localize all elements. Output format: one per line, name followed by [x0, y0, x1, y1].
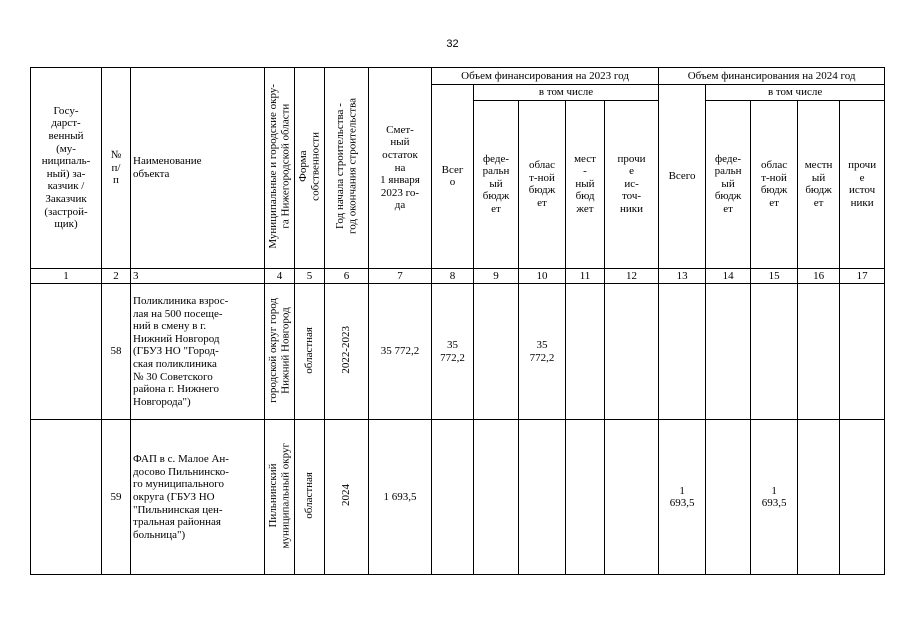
row-total-2023: 35 772,2 [432, 284, 474, 420]
header-object-name: Наименование объекта [131, 68, 265, 269]
column-number: 14 [706, 268, 751, 284]
row-federal-2024 [706, 420, 751, 575]
header-local-2024: местн ый бюдж ет [798, 100, 840, 268]
header-other-2024: прочи е источ ники [840, 100, 885, 268]
column-number: 4 [265, 268, 295, 284]
column-number: 1 [31, 268, 102, 284]
row-balance: 35 772,2 [369, 284, 432, 420]
header-regional-2023: облас т-ной бюдж ет [519, 100, 566, 268]
row-local-2024 [798, 284, 840, 420]
row-ownership [295, 284, 325, 420]
column-number: 13 [659, 268, 706, 284]
row-years-text: 2024 [340, 484, 353, 507]
row-regional-2024: 1 693,5 [751, 420, 798, 575]
table-row [31, 420, 885, 575]
row-federal-2023 [474, 420, 519, 575]
row-number: 59 [102, 420, 131, 575]
row-years [325, 420, 369, 575]
row-balance: 1 693,5 [369, 420, 432, 575]
row-customer [31, 420, 102, 575]
row-local-2024 [798, 420, 840, 575]
row-object-name: Поликлиника взрос- лая на 500 посеще- ний в смену в г. Нижний Новгород (ГБУЗ НО "Город- ская поликлиника № 30 Советского района г. Нижнего Новгорода") [131, 284, 265, 420]
row-other-2023 [605, 284, 659, 420]
column-number: 15 [751, 268, 798, 284]
column-number: 11 [566, 268, 605, 284]
column-number: 2 [102, 268, 131, 284]
row-municipality-text: Пильнинский муниципальный округ [267, 442, 292, 549]
header-fin-2024: Объем финансирования на 2024 год [659, 68, 885, 85]
row-years [325, 284, 369, 420]
row-local-2023 [566, 284, 605, 420]
row-municipality [265, 420, 295, 575]
header-years-text: Год начала строительства - год окончания строительства [334, 98, 359, 234]
header-municipality [265, 68, 295, 269]
header-federal-2024: феде- ральн ый бюдж ет [706, 100, 751, 268]
header-number: № п/ п [102, 68, 131, 269]
row-total-2023 [432, 420, 474, 575]
row-ownership [295, 420, 325, 575]
column-number-row [31, 268, 885, 284]
construction-financing-table [30, 67, 885, 575]
column-number: 3 [131, 268, 265, 284]
header-incl-2024: в том числе [706, 85, 885, 101]
row-other-2024 [840, 420, 885, 575]
row-federal-2024 [706, 284, 751, 420]
header-customer: Госу- дарст- венный (му- ниципаль- ный) за- казчик / Заказчик (застрой- щик) [31, 68, 102, 269]
row-other-2023 [605, 420, 659, 575]
header-total-2023: Всег о [432, 85, 474, 269]
row-number: 58 [102, 284, 131, 420]
column-number: 16 [798, 268, 840, 284]
header-row-1 [31, 68, 885, 85]
header-years [325, 68, 369, 269]
row-regional-2024 [751, 284, 798, 420]
row-regional-2023: 35 772,2 [519, 284, 566, 420]
header-total-2024: Всего [659, 85, 706, 269]
column-number: 5 [295, 268, 325, 284]
row-ownership-text: областная [303, 472, 316, 519]
column-number: 8 [432, 268, 474, 284]
row-municipality-text: городской округ город Нижний Новгород [267, 297, 292, 403]
header-ownership [295, 68, 325, 269]
row-municipality [265, 284, 295, 420]
column-number: 7 [369, 268, 432, 284]
row-other-2024 [840, 284, 885, 420]
row-years-text: 2022-2023 [340, 326, 353, 374]
column-number: 10 [519, 268, 566, 284]
header-regional-2024: облас т-ной бюдж ет [751, 100, 798, 268]
column-number: 9 [474, 268, 519, 284]
row-object-name: ФАП в с. Малое Ан- досово Пильнинско- го муниципального округа (ГБУЗ НО "Пильнинская цен- тральная районная больница") [131, 420, 265, 575]
column-number: 12 [605, 268, 659, 284]
table-row [31, 284, 885, 420]
page-number: 32 [446, 38, 459, 50]
row-ownership-text: областная [303, 326, 316, 374]
header-fin-2023: Объем финансирования на 2023 год [432, 68, 659, 85]
header-municipality-text: Муниципальные и городские окру- га Нижегородской области [267, 83, 292, 249]
row-local-2023 [566, 420, 605, 575]
row-total-2024: 1 693,5 [659, 420, 706, 575]
header-federal-2023: феде- ральн ый бюдж ет [474, 100, 519, 268]
row-customer [31, 284, 102, 420]
header-other-2023: прочи е ис- точ- ники [605, 100, 659, 268]
header-incl-2023: в том числе [474, 85, 659, 101]
header-ownership-text: Форма собственности [297, 131, 322, 201]
header-local-2023: мест - ный бюд жет [566, 100, 605, 268]
row-total-2024 [659, 284, 706, 420]
row-federal-2023 [474, 284, 519, 420]
column-number: 17 [840, 268, 885, 284]
header-balance: Смет- ный остаток на 1 января 2023 го- да [369, 68, 432, 269]
column-number: 6 [325, 268, 369, 284]
row-regional-2023 [519, 420, 566, 575]
